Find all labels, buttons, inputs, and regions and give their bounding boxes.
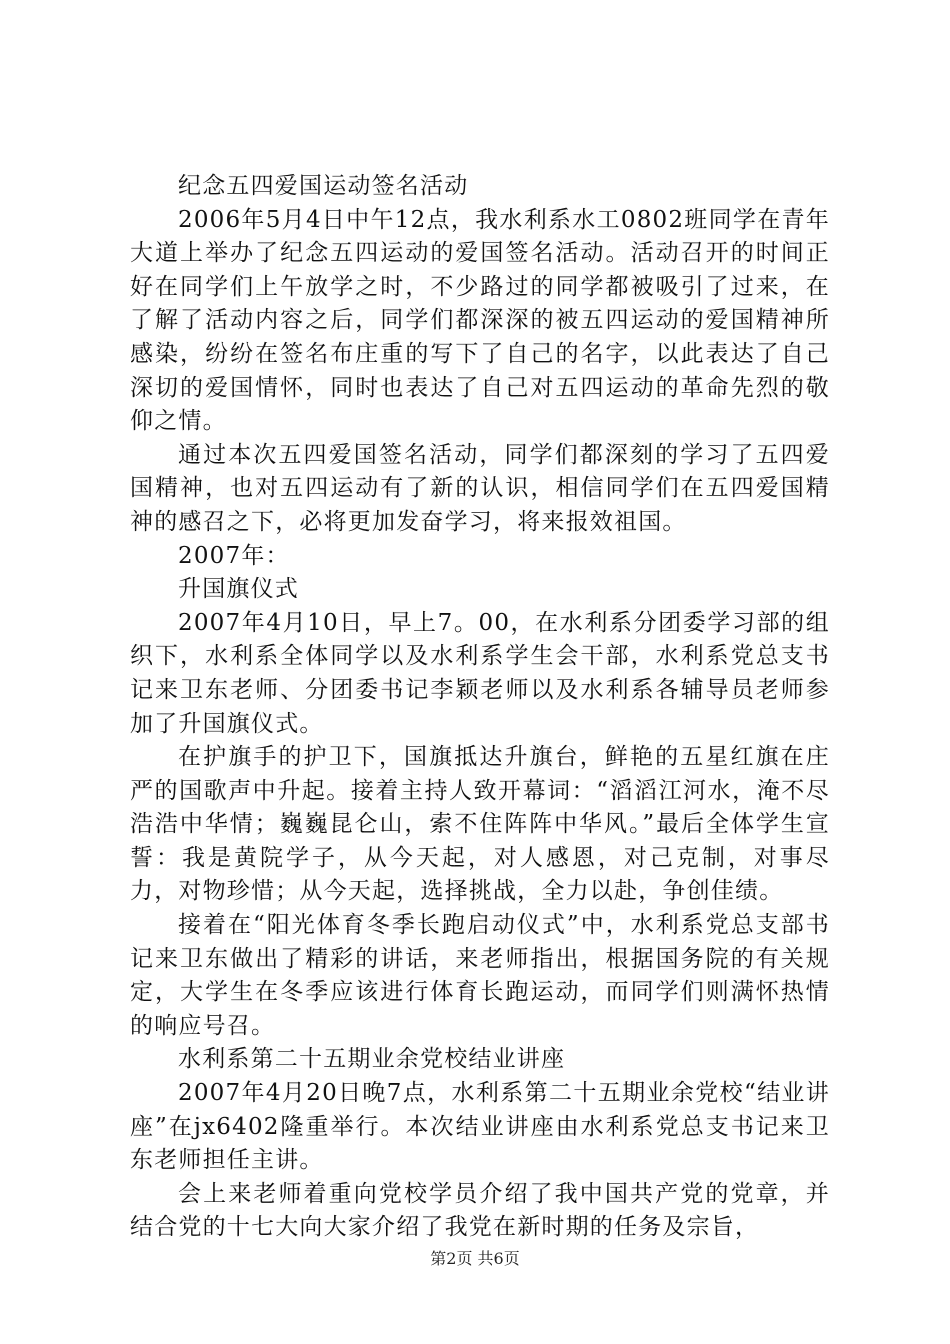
paragraph-signature-event: 2006年5月4日中午12点，我水利系水工0802班同学在青年大道上举办了纪念五四运动的爱国签名活动。活动召开的时间正好在同学们上午放学之时，不少路过的同学都被吸引了过来，在了解了活动内容之后，同学们都深深的被五四运动的爱国精神所感染，纷纷在签名布庄重的写下了自己的名字，以此表达了自己深切的爱国情怀，同时也表达了自己对五四运动的革命先烈的敬仰之情。 xyxy=(130,206,830,435)
paragraph-flag-raising: 在护旗手的护卫下，国旗抵达升旗台，鲜艳的五星红旗在庄严的国歌声中升起。接着主持人致开幕词：“滔滔江河水，淹不尽浩浩中华情；巍巍昆仑山，索不住阵阵中华风。”最后全体学生宣誓：我是黄院学子，从今天起，对人感恩，对己克制，对事尽力，对物珍惜；从今天起，选择挑战，全力以赴，争创佳绩。 xyxy=(130,744,830,905)
paragraph-flag-ceremony: 2007年4月10日，早上7。00，在水利系分团委学习部的组织下，水利系全体同学以及水利系学生会干部，水利系党总支书记来卫东老师、分团委书记李颖老师以及水利系各辅导员老师参加了升国旗仪式。 xyxy=(130,609,830,737)
paragraph-party-lecture: 2007年4月20日晚7点，水利系第二十五期业余党校“结业讲座”在jx6402隆重举行。本次结业讲座由水利系党总支书记来卫东老师担任主讲。 xyxy=(130,1080,830,1174)
heading-flag-ceremony: 升国旗仪式 xyxy=(178,576,299,603)
document-body xyxy=(130,170,830,1245)
heading-party-school: 水利系第二十五期业余党校结业讲座 xyxy=(178,1046,566,1073)
heading-year-2007: 2007年： xyxy=(178,542,290,569)
heading-signature-event: 纪念五四爱国运动签名活动 xyxy=(178,173,469,199)
paragraph-party-charter: 会上来老师着重向党校学员介绍了我中国共产党的党章，并结合党的十七大向大家介绍了我党在新时期的任务及宗旨， xyxy=(130,1180,830,1241)
paragraph-winter-run: 接着在“阳光体育冬季长跑启动仪式”中，水利系党总支部书记来卫东做出了精彩的讲话，来老师指出，根据国务院的有关规定，大学生在冬季应该进行体育长跑运动，而同学们则满怀热情的响应号召。 xyxy=(130,912,830,1039)
page-number-footer: 第2页 共6页 xyxy=(430,1249,520,1268)
paragraph-signature-summary: 通过本次五四爱国签名活动，同学们都深刻的学习了五四爱国精神，也对五四运动有了新的认识，相信同学们在五四爱国精神的感召之下，必将更加发奋学习，将来报效祖国。 xyxy=(130,441,830,535)
